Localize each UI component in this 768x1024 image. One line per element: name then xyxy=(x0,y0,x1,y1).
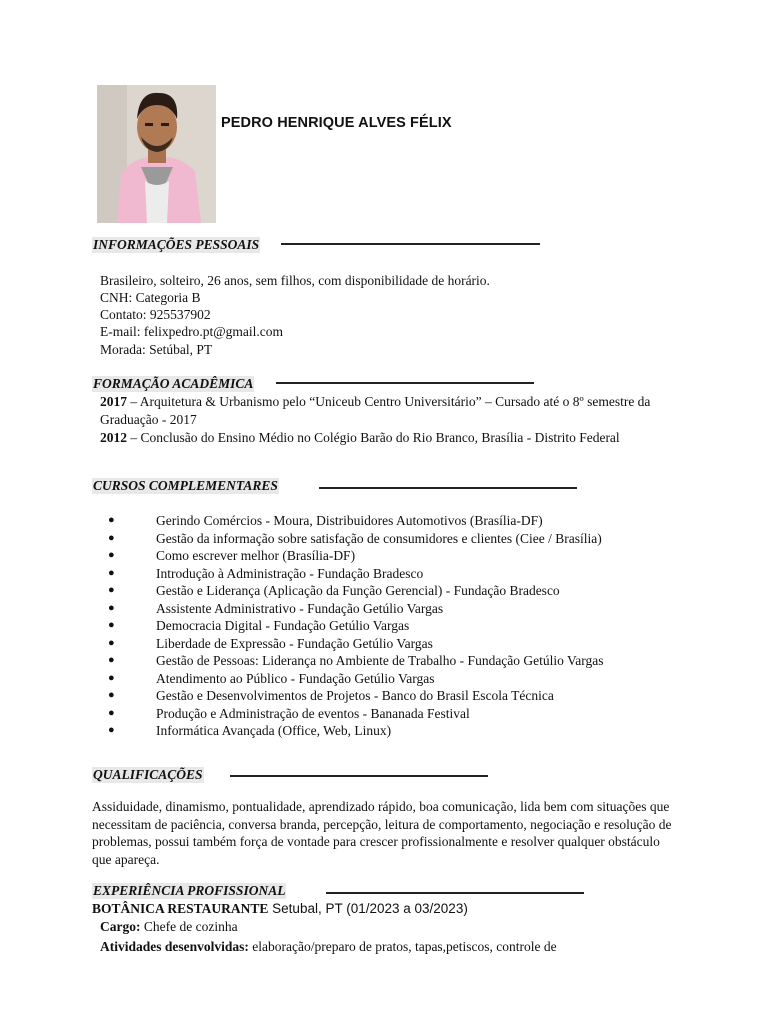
portrait-image xyxy=(97,85,216,223)
education-year: 2012 xyxy=(100,430,127,445)
section-rule xyxy=(326,892,584,894)
list-item: ● Gerindo Comércios - Moura, Distribuidores Automotivos (Brasília-DF) xyxy=(108,513,543,528)
bullet-icon: ● xyxy=(108,531,115,544)
list-item: ● Gestão da informação sobre satisfação de consumidores e clientes (Ciee / Brasília) xyxy=(108,530,602,546)
bullet-icon: ● xyxy=(108,566,115,579)
role-value: Chefe de cozinha xyxy=(140,919,238,934)
experience-activities-line xyxy=(100,939,557,955)
list-item: ● Introdução à Administração - Fundação Bradesco xyxy=(108,565,424,581)
bullet-icon: ● xyxy=(108,724,115,736)
education-year: 2017 xyxy=(100,394,127,409)
personal-line: Brasileiro, solteiro, 26 anos, sem filhos, com disponibilidade de horário. xyxy=(100,273,490,288)
employer-location-dates: Setubal, PT (01/2023 a 03/2023) xyxy=(268,901,468,916)
employer-name: BOTÂNICA RESTAURANTE xyxy=(92,901,269,916)
section-heading-experience: EXPERIÊNCIA PROFISSIONAL xyxy=(93,883,286,898)
list-item: ● Liberdade de Expressão - Fundação Getúlio Vargas xyxy=(108,635,433,651)
section-heading-qualifications: QUALIFICAÇÕES xyxy=(93,767,203,782)
role-label: Cargo: xyxy=(100,919,141,934)
list-item: ● Informática Avançada (Office, Web, Linux) xyxy=(108,723,392,738)
bullet-icon: ● xyxy=(108,671,115,684)
bullet-icon: ● xyxy=(108,514,115,526)
section-heading-education: FORMAÇÃO ACADÊMICA xyxy=(93,376,254,391)
bullet-icon: ● xyxy=(108,601,115,614)
bullet-icon: ● xyxy=(108,619,115,631)
experience-role-line xyxy=(100,919,238,935)
bullet-icon: ● xyxy=(108,584,115,596)
section-rule xyxy=(230,775,488,777)
education-text: – Conclusão do Ensino Médio no Colégio Barão do Rio Branco, Brasília - Distrito Federal xyxy=(127,430,620,445)
list-item: ● Gestão de Pessoas: Liderança no Ambiente de Trabalho - Fundação Getúlio Vargas xyxy=(108,653,604,668)
education-text: – Arquitetura & Urbanismo pelo “Uniceub Centro Universitário” – Cursado até o 8º semestre da Graduação - 2017 xyxy=(100,394,651,427)
section-heading-personal: INFORMAÇÕES PESSOAIS xyxy=(93,237,260,252)
section-rule xyxy=(319,487,577,489)
activities-label: Atividades desenvolvidas: xyxy=(100,939,249,954)
list-item: ● Assistente Administrativo - Fundação Getúlio Vargas xyxy=(108,600,444,616)
education-item xyxy=(100,429,670,447)
section-rule xyxy=(276,382,534,384)
bullet-icon: ● xyxy=(108,654,115,666)
bullet-icon: ● xyxy=(108,636,115,649)
personal-line: CNH: Categoria B xyxy=(100,290,201,305)
personal-line: Contato: 925537902 xyxy=(100,307,211,322)
personal-line: E-mail: felixpedro.pt@gmail.com xyxy=(100,324,284,339)
education-item xyxy=(100,393,670,428)
personal-line: Morada: Setúbal, PT xyxy=(100,342,213,357)
candidate-name: PEDRO HENRIQUE ALVES FÉLIX xyxy=(221,115,452,131)
bullet-icon: ● xyxy=(108,706,115,719)
list-item: ● Democracia Digital - Fundação Getúlio Vargas xyxy=(108,618,410,633)
section-heading-courses: CURSOS COMPLEMENTARES xyxy=(93,478,278,493)
list-item: ● Atendimento ao Público - Fundação Getúlio Vargas xyxy=(108,670,435,686)
list-item: ● Gestão e Liderança (Aplicação da Função Gerencial) - Fundação Bradesco xyxy=(108,583,560,598)
profile-photo xyxy=(97,85,216,223)
list-item: ● Como escrever melhor (Brasília-DF) xyxy=(108,548,356,563)
experience-employer-line xyxy=(92,901,468,917)
list-item: ● Gestão e Desenvolvimentos de Projetos - Banco do Brasil Escola Técnica xyxy=(108,688,554,703)
bullet-icon: ● xyxy=(108,549,115,561)
section-rule xyxy=(281,243,540,245)
activities-value: elaboração/preparo de pratos, tapas,petiscos, controle de xyxy=(248,939,557,954)
bullet-icon: ● xyxy=(108,689,115,701)
courses-list xyxy=(108,512,728,740)
list-item: ● Produção e Administração de eventos - Bananada Festival xyxy=(108,705,470,721)
qualifications-text: Assiduidade, dinamismo, pontualidade, aprendizado rápido, boa comunicação, lida bem com situações que necessitam de paciência, conversa branda, percepção, leitura de comportamento, negociação e resolução de problemas, possui também força de vontade para crescer profissionalmente e resolver qualquer obstáculo que apareça. xyxy=(92,799,672,867)
